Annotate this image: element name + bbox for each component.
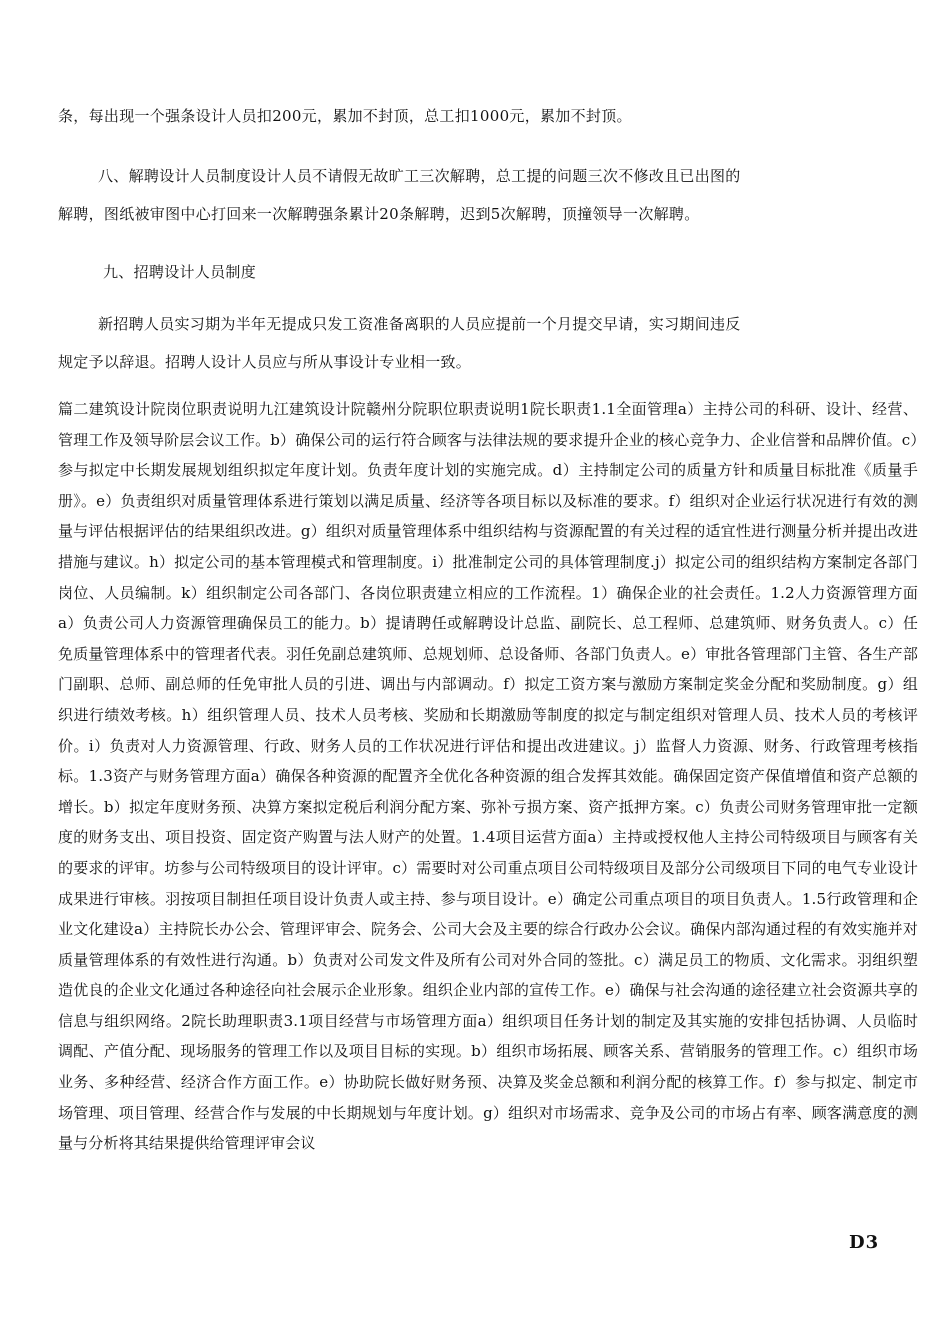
text-line-6: 规定予以辞退。招聘人设计人员应与所从事设计专业相一致。: [58, 353, 472, 371]
text-line-5: 新招聘人员实习期为半年无提成只发工资准备离职的人员应提前一个月提交早请，实习期间违反: [98, 315, 741, 333]
text-line-3: 解聘，图纸被审图中心打回来一次解聘强条累计20条解聘，迟到5次解聘，顶撞领导一次解聘。: [58, 205, 700, 223]
body-paragraph: 篇二建筑设计院岗位职责说明九江建筑设计院赣州分院职位职责说明1院长职责1.1全面管理a）主持公司的科研、设计、经营、管理工作及领导阶层会议工作。b）确保公司的运行符合顾客与法律法规的要求提升企业的核心竞争力、企业信誉和品牌价值。c）参与拟定中长期发展规划组织拟定年度计划。负责年度计划的实施完成。d）主持制定公司的质量方针和质量目标批准《质量手册》。e）负责组织对质量管理体系进行策划以满足质量、经济等各项目标以及标准的要求。f）组织对企业运行状况进行有效的测量与评估根据评估的结果组织改进。g）组织对质量管理体系中组织结构与资源配置的有关过程的适宜性进行测量分析并提出改进措施与建议。h）拟定公司的基本管理模式和管理制度。i）批准制定公司的具体管理制度.j）拟定公司的组织结构方案制定各部门岗位、人员编制。k）组织制定公司各部门、各岗位职责建立相应的工作流程。1）确保企业的社会责任。1.2人力资源管理方面a）负责公司人力资源管理确保员工的能力。b）提请聘任或解聘设计总监、副院长、总工程师、总建筑师、财务负责人。c）任免质量管理体系中的管理者代表。羽任免副总建筑师、总规划师、总设备师、各部门负责人。e）审批各管理部门主管、各生产部门副职、总师、副总师的任免审批人员的引进、调出与内部调动。f）拟定工资方案与激励方案制定奖金分配和奖励制度。g）组织进行绩效考核。h）组织管理人员、技术人员考核、奖励和长期激励等制度的拟定与制定组织对管理人员、技术人员的考核评价。i）负责对人力资源管理、行政、财务人员的工作状况进行评估和提出改进建议。j）监督人力资源、财务、行政管理考核指标。1.3资产与财务管理方面a）确保各种资源的配置齐全优化各种资源的组合发挥其效能。确保固定资产保值增值和资产总额的增长。b）拟定年度财务预、决算方案拟定税后利润分配方案、弥补亏损方案、资产抵押方案。c）负责公司财务管理审批一定额度的财务支出、项目投资、固定资产购置与法人财产的处置。1.4项目运营方面a）主持或授权他人主持公司特级项目与顾客有关的要求的评审。坊参与公司特级项目的设计评审。c）需要时对公司重点项目公司特级项目及部分公司级项目下同的电气专业设计成果进行审核。羽按项目制担任项目设计负责人或主持、参与项目设计。e）确定公司重点项目的项目负责人。1.5行政管理和企业文化建设a）主持院长办公会、管理评审会、院务会、公司大会及主要的综合行政办公会议。确保内部沟通过程的有效实施并对质量管理体系的有效性进行沟通。b）负责对公司发文件及所有公司对外合同的签批。c）满足员工的物质、文化需求。羽组织塑造优良的企业文化通过各种途径向社会展示企业形象。组织企业内部的宣传工作。e）确保与社会沟通的途径建立社会资源共享的信息与组织网络。2院长助理职责3.1项目经营与市场管理方面a）组织项目任务计划的制定及其实施的安排包括协调、人员临时调配、产值分配、现场服务的管理工作以及项目目标的实现。b）组织市场拓展、顾客关系、营销服务的管理工作。c）组织市场业务、多种经营、经济合作方面工作。e）协助院长做好财务预、决算及奖金总额和利润分配的核算工作。f）参与拟定、制定市场管理、项目管理、经营合作与发展的中长期规划与年度计划。g）组织对市场需求、竞争及公司的市场占有率、顾客满意度的测量与分析将其结果提供给管理评审会议: [58, 400, 918, 1153]
text-line-1: 条，每出现一个强条设计人员扣200元，累加不封顶，总工扣1000元，累加不封顶。: [58, 107, 632, 125]
text-line-2: 八、解聘设计人员制度设计人员不请假无故旷工三次解聘，总工提的问题三次不修改且已出图的: [98, 167, 741, 185]
section-heading-nine: 九、招聘设计人员制度: [103, 263, 257, 281]
page-number: D3: [849, 1232, 880, 1253]
